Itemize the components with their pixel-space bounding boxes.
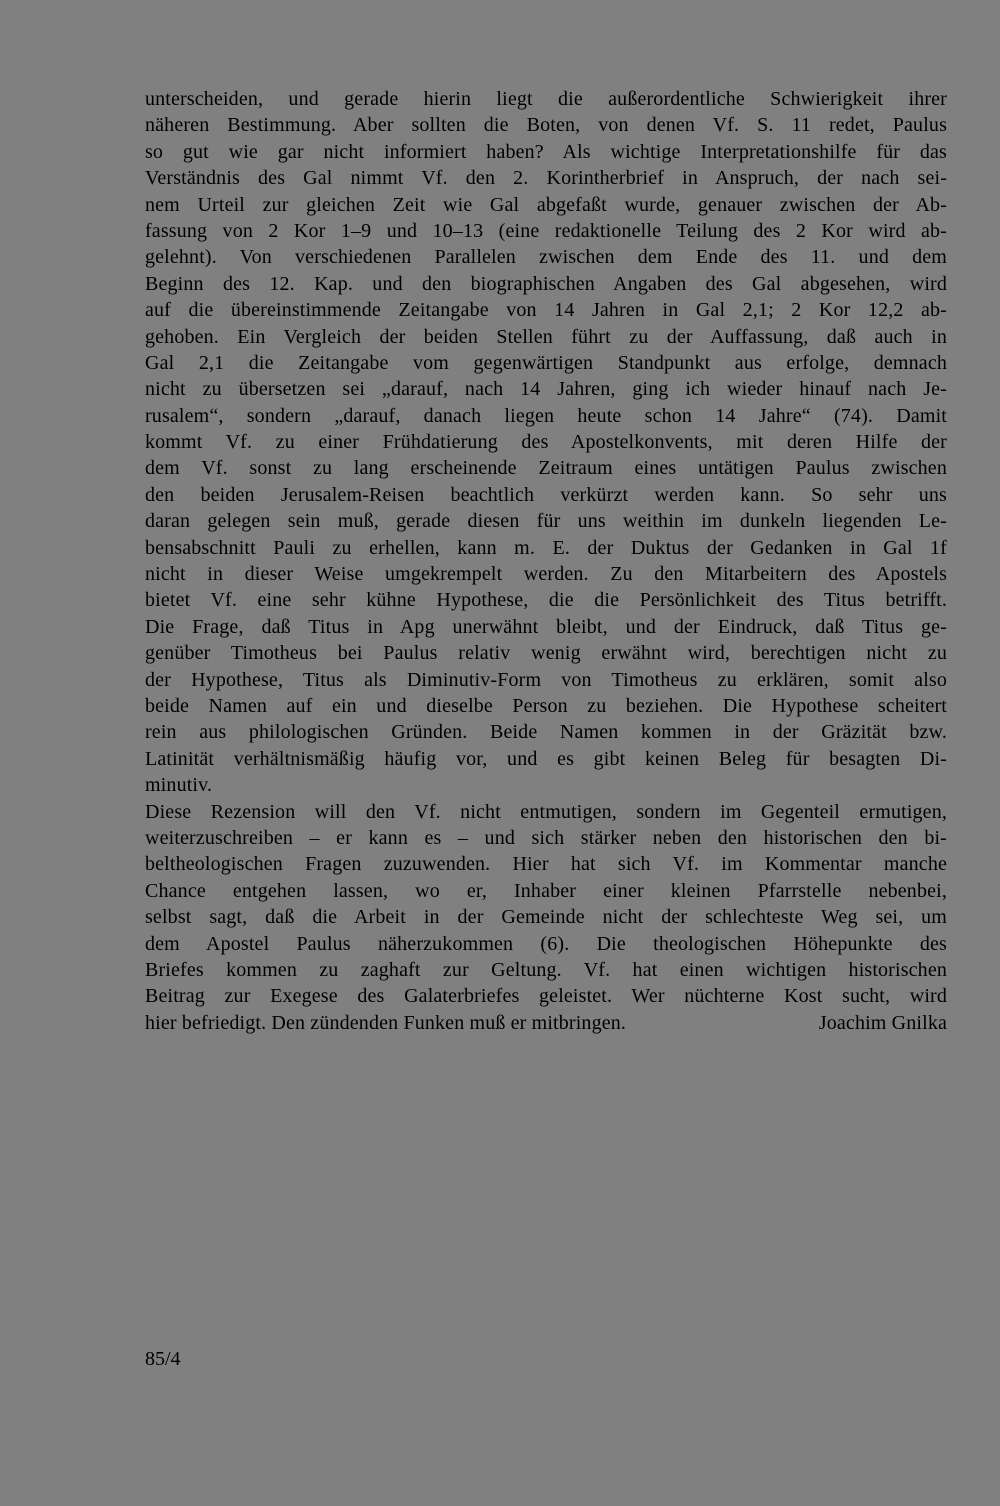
text-line: näheren Bestimmung. Aber sollten die Boten, von denen Vf. S. 11 redet, Paulus bbox=[145, 114, 947, 137]
text-line: auf die übereinstimmende Zeitangabe von 14 Jahren in Gal 2,1; 2 Kor 12,2 ab- bbox=[145, 299, 947, 322]
text-line: nicht in dieser Weise umgekrempelt werden. Zu den Mitarbeitern des Apostels bbox=[145, 563, 947, 586]
text-line: weiterzuschreiben – er kann es – und sich stärker neben den historischen den bi- bbox=[145, 826, 947, 849]
text-line: nicht zu übersetzen sei „darauf, nach 14 Jahren, ging ich wieder hinauf nach Je- bbox=[145, 378, 947, 401]
text-line: Latinität verhältnismäßig häufig vor, und es gibt keinen Beleg für besagten Di- bbox=[145, 747, 947, 770]
review-text bbox=[145, 86, 947, 1036]
paragraph-end-line: minutiv. bbox=[145, 774, 213, 797]
text-line: dem Vf. sonst zu lang erscheinende Zeitraum eines untätigen Paulus zwischen bbox=[145, 457, 947, 480]
text-line: genüber Timotheus bei Paulus relativ wenig erwähnt wird, berechtigen nicht zu bbox=[145, 642, 947, 665]
text-line: Verständnis des Gal nimmt Vf. den 2. Korintherbrief in Anspruch, der nach sei- bbox=[145, 167, 947, 190]
text-line: kommt Vf. zu einer Frühdatierung des Apostelkonvents, mit deren Hilfe der bbox=[145, 431, 947, 454]
text-line: beltheologischen Fragen zuzuwenden. Hier hat sich Vf. im Kommentar manche bbox=[145, 853, 947, 876]
text-line: beide Namen auf ein und dieselbe Person zu beziehen. Die Hypothese scheitert bbox=[145, 694, 947, 717]
text-line: dem Apostel Paulus näherzukommen (6). Die theologischen Höhepunkte des bbox=[145, 932, 947, 955]
text-line: bietet Vf. eine sehr kühne Hypothese, die die Persönlichkeit des Titus betrifft. bbox=[145, 589, 947, 612]
text-line: bensabschnitt Pauli zu erhellen, kann m. E. der Duktus der Gedanken in Gal 1f bbox=[145, 536, 947, 559]
text-line: Gal 2,1 die Zeitangabe vom gegenwärtigen Standpunkt aus erfolge, demnach bbox=[145, 351, 947, 374]
text-line: nem Urteil zur gleichen Zeit wie Gal abgefaßt wurde, genauer zwischen der Ab- bbox=[145, 193, 947, 216]
author-signature: Joachim Gnilka bbox=[818, 1011, 947, 1034]
text-line: Diese Rezension will den Vf. nicht entmutigen, sondern im Gegenteil ermutigen, bbox=[145, 800, 947, 823]
text-line: gehoben. Ein Vergleich der beiden Stellen führt zu der Auffassung, daß auch in bbox=[145, 325, 947, 348]
text-line: so gut wie gar nicht informiert haben? Als wichtige Interpretationshilfe für das bbox=[145, 140, 947, 163]
text-line: rein aus philologischen Gründen. Beide Namen kommen in der Gräzität bzw. bbox=[145, 721, 947, 744]
final-sentence: hier befriedigt. Den zündenden Funken muß er mitbringen. bbox=[145, 1011, 627, 1034]
text-line: der Hypothese, Titus als Diminutiv-Form von Timotheus zu erklären, somit also bbox=[145, 668, 947, 691]
text-line: gelehnt). Von verschiedenen Parallelen zwischen dem Ende des 11. und dem bbox=[145, 246, 947, 269]
text-line: den beiden Jerusalem-Reisen beachtlich verkürzt werden kann. So sehr uns bbox=[145, 483, 947, 506]
text-line: Die Frage, daß Titus in Apg unerwähnt bleibt, und der Eindruck, daß Titus ge- bbox=[145, 615, 947, 638]
signature-line bbox=[145, 1010, 947, 1036]
text-line: Chance entgehen lassen, wo er, Inhaber einer kleinen Pfarrstelle nebenbei, bbox=[145, 879, 947, 902]
text-line: selbst sagt, daß die Arbeit in der Gemeinde nicht der schlechteste Weg sei, um bbox=[145, 906, 947, 929]
text-line: daran gelegen sein muß, gerade diesen für uns weithin im dunkeln liegenden Le- bbox=[145, 510, 947, 533]
text-line: Briefes kommen zu zaghaft zur Geltung. Vf. hat einen wichtigen historischen bbox=[145, 958, 947, 981]
page-number: 85/4 bbox=[145, 1348, 181, 1370]
text-line: Beitrag zur Exegese des Galaterbriefes geleistet. Wer nüchterne Kost sucht, wird bbox=[145, 985, 947, 1008]
text-line: fassung von 2 Kor 1–9 und 10–13 (eine redaktionelle Teilung des 2 Kor wird ab- bbox=[145, 219, 947, 242]
text-line: rusalem“, sondern „darauf, danach liegen heute schon 14 Jahre“ (74). Damit bbox=[145, 404, 947, 427]
text-line: unterscheiden, und gerade hierin liegt die außerordentliche Schwierigkeit ihrer bbox=[145, 88, 947, 110]
text-line: Beginn des 12. Kap. und den biographischen Angaben des Gal abgesehen, wird bbox=[145, 272, 947, 295]
